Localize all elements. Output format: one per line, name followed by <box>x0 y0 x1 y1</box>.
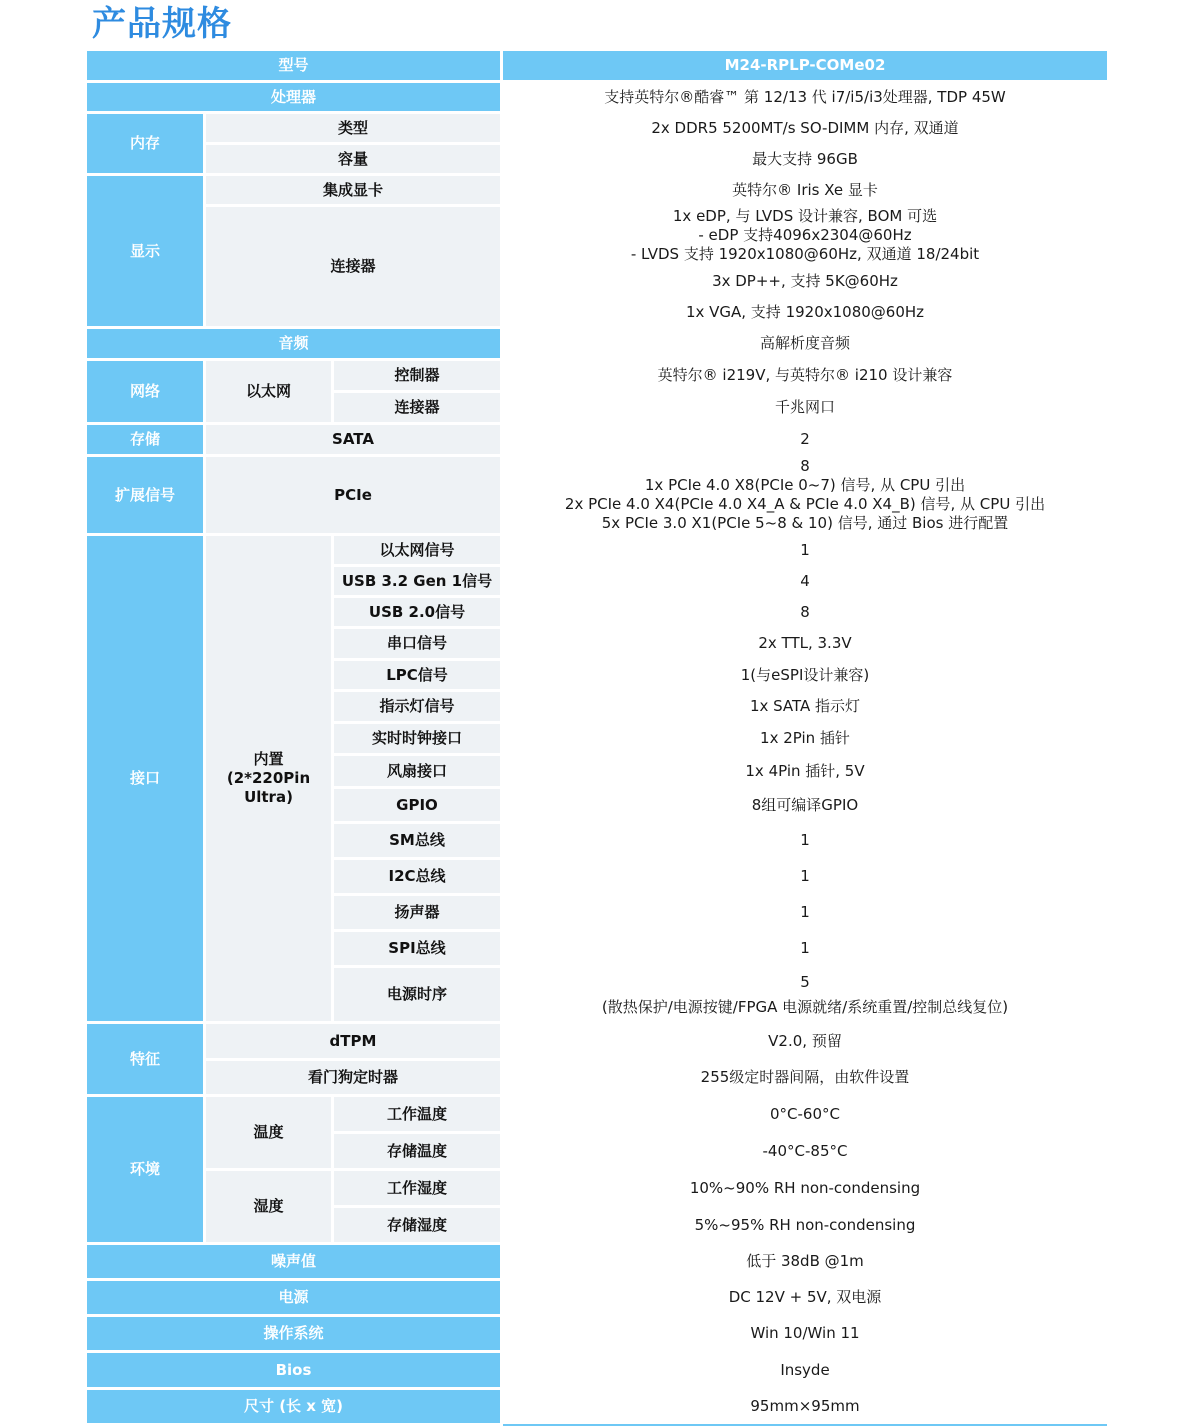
watchdog-row <box>86 1060 1109 1096</box>
size-row <box>86 1389 1109 1425</box>
environment-label: 环境 <box>86 1096 205 1244</box>
os-row <box>86 1316 1109 1352</box>
interface-label: 串口信号 <box>333 628 502 660</box>
memory-type-row <box>86 113 1109 144</box>
pcie-line: 5x PCIe 3.0 X1(PCIe 5~8 & 10) 信号, 通过 Bios 进行配置 <box>601 514 1009 532</box>
pcie-line: 2x PCIe 4.0 X4(PCIe 4.0 X4_A & PCIe 4.0 X4_B) 信号, 从 CPU 引出 <box>564 495 1046 513</box>
dtpm-value: V2.0, 预留 <box>502 1023 1109 1060</box>
display-edp-value <box>502 206 1109 266</box>
pcie-line: 8 <box>800 457 810 475</box>
os-label: 操作系统 <box>86 1316 502 1352</box>
temperature-label: 温度 <box>205 1096 333 1170</box>
edp-line: 1x eDP, 与 LVDS 设计兼容, BOM 可选 <box>672 207 938 225</box>
bios-label: Bios <box>86 1352 502 1389</box>
display-vga-value: 1x VGA, 支持 1920x1080@60Hz <box>502 297 1109 328</box>
display-label: 显示 <box>86 175 205 328</box>
storage-row <box>86 424 1109 456</box>
features-label: 特征 <box>86 1023 205 1096</box>
size-label: 尺寸 (长 x 宽) <box>86 1389 502 1425</box>
interface-label: I2C总线 <box>333 859 502 895</box>
processor-row <box>86 82 1109 113</box>
memory-capacity-row <box>86 144 1109 175</box>
memory-label: 内存 <box>86 113 205 175</box>
interface-value: 1 <box>502 535 1109 566</box>
network-controller-label: 控制器 <box>333 360 502 392</box>
power-value: DC 12V + 5V, 双电源 <box>502 1280 1109 1316</box>
interface-label: USB 3.2 Gen 1信号 <box>333 566 502 597</box>
humidity-label: 湿度 <box>205 1170 333 1244</box>
memory-capacity-label: 容量 <box>205 144 502 175</box>
interface-value: 1 <box>502 895 1109 931</box>
interface-label: SPI总线 <box>333 931 502 967</box>
expansion-label: 扩展信号 <box>86 456 205 535</box>
edp-line: - LVDS 支持 1920x1080@60Hz, 双通道 18/24bit <box>630 245 980 263</box>
processor-value: 支持英特尔®酷睿™ 第 12/13 代 i7/i5/i3处理器, TDP 45W <box>502 82 1109 113</box>
interface-value: 1 <box>502 823 1109 859</box>
dtpm-label: dTPM <box>205 1023 502 1060</box>
pcie-value <box>502 456 1109 535</box>
power-sequence-line: 5 <box>800 972 810 991</box>
table-header-row <box>86 50 1109 82</box>
interface-value: 2x TTL, 3.3V <box>502 628 1109 660</box>
size-value: 95mm×95mm <box>502 1389 1109 1425</box>
sata-label: SATA <box>205 424 502 456</box>
network-controller-value: 英特尔® i219V, 与英特尔® i210 设计兼容 <box>502 360 1109 392</box>
noise-row <box>86 1244 1109 1280</box>
interface-label: LPC信号 <box>333 660 502 691</box>
interface-value: 8组可编译GPIO <box>502 788 1109 823</box>
op-humidity-row <box>86 1170 1109 1207</box>
interface-row <box>86 535 1109 566</box>
memory-type-label: 类型 <box>205 113 502 144</box>
interfaces-label: 接口 <box>86 535 205 1023</box>
audio-label: 音频 <box>86 328 502 360</box>
bios-value: Insyde <box>502 1352 1109 1389</box>
display-connector-label: 连接器 <box>205 206 502 328</box>
display-gpu-value: 英特尔® Iris Xe 显卡 <box>502 175 1109 206</box>
display-gpu-label: 集成显卡 <box>205 175 502 206</box>
st-temp-value: -40°C-85°C <box>502 1133 1109 1170</box>
interface-value: 1 <box>502 931 1109 967</box>
watchdog-value: 255级定时器间隔，由软件设置 <box>502 1060 1109 1096</box>
internal-label-main: 内置 <box>253 750 284 768</box>
interface-value: 4 <box>502 566 1109 597</box>
power-sequence-label: 电源时序 <box>333 967 502 1023</box>
memory-type-value: 2x DDR5 5200MT/s SO-DIMM 内存, 双通道 <box>502 113 1109 144</box>
power-row <box>86 1280 1109 1316</box>
op-temp-value: 0°C-60°C <box>502 1096 1109 1133</box>
st-temp-label: 存储温度 <box>333 1133 502 1170</box>
interface-value: 1 <box>502 859 1109 895</box>
op-temp-label: 工作温度 <box>333 1096 502 1133</box>
os-value: Win 10/Win 11 <box>502 1316 1109 1352</box>
interface-label: USB 2.0信号 <box>333 597 502 628</box>
power-label: 电源 <box>86 1280 502 1316</box>
interface-value: 1x SATA 指示灯 <box>502 691 1109 723</box>
internal-label-sub: (2*220Pin Ultra) <box>226 769 311 806</box>
sata-value: 2 <box>502 424 1109 456</box>
interface-value: 8 <box>502 597 1109 628</box>
interface-label: SM总线 <box>333 823 502 859</box>
noise-label: 噪声值 <box>86 1244 502 1280</box>
network-label: 网络 <box>86 360 205 424</box>
storage-label: 存储 <box>86 424 205 456</box>
ethernet-label: 以太网 <box>205 360 333 424</box>
op-humidity-label: 工作湿度 <box>333 1170 502 1207</box>
interface-label: 指示灯信号 <box>333 691 502 723</box>
op-temp-row <box>86 1096 1109 1133</box>
pcie-line: 1x PCIe 4.0 X8(PCIe 0~7) 信号, 从 CPU 引出 <box>644 476 966 494</box>
op-humidity-value: 10%~90% RH non-condensing <box>502 1170 1109 1207</box>
audio-row <box>86 328 1109 360</box>
interface-value: 1x 4Pin 插针, 5V <box>502 755 1109 788</box>
power-sequence-value <box>502 967 1109 1023</box>
display-gpu-row <box>86 175 1109 206</box>
st-humidity-value: 5%~95% RH non-condensing <box>502 1207 1109 1244</box>
internal-label <box>205 535 333 1023</box>
noise-value: 低于 38dB @1m <box>502 1244 1109 1280</box>
spec-table <box>84 48 1110 1426</box>
display-edp-row <box>86 206 1109 266</box>
interface-label: 扬声器 <box>333 895 502 931</box>
memory-capacity-value: 最大支持 96GB <box>502 144 1109 175</box>
network-connector-value: 千兆网口 <box>502 392 1109 424</box>
model-label: 型号 <box>86 50 502 82</box>
interface-value: 1x 2Pin 插针 <box>502 723 1109 755</box>
display-dp-value: 3x DP++, 支持 5K@60Hz <box>502 266 1109 297</box>
interface-label: GPIO <box>333 788 502 823</box>
interface-label: 风扇接口 <box>333 755 502 788</box>
page-title: 产品规格 <box>92 4 232 44</box>
interface-label: 以太网信号 <box>333 535 502 566</box>
model-value: M24-RPLP-COMe02 <box>502 50 1109 82</box>
power-sequence-line: (散热保护/电源按键/FPGA 电源就绪/系统重置/控制总线复位) <box>601 997 1009 1016</box>
interface-label: 实时时钟接口 <box>333 723 502 755</box>
pcie-label: PCIe <box>205 456 502 535</box>
edp-line: - eDP 支持4096x2304@60Hz <box>698 226 912 244</box>
watchdog-label: 看门狗定时器 <box>205 1060 502 1096</box>
processor-label: 处理器 <box>86 82 502 113</box>
bios-row <box>86 1352 1109 1389</box>
dtpm-row <box>86 1023 1109 1060</box>
audio-value: 高解析度音频 <box>502 328 1109 360</box>
interface-value: 1(与eSPI设计兼容) <box>502 660 1109 691</box>
st-humidity-label: 存储湿度 <box>333 1207 502 1244</box>
network-controller-row <box>86 360 1109 392</box>
expansion-row <box>86 456 1109 535</box>
network-connector-label: 连接器 <box>333 392 502 424</box>
